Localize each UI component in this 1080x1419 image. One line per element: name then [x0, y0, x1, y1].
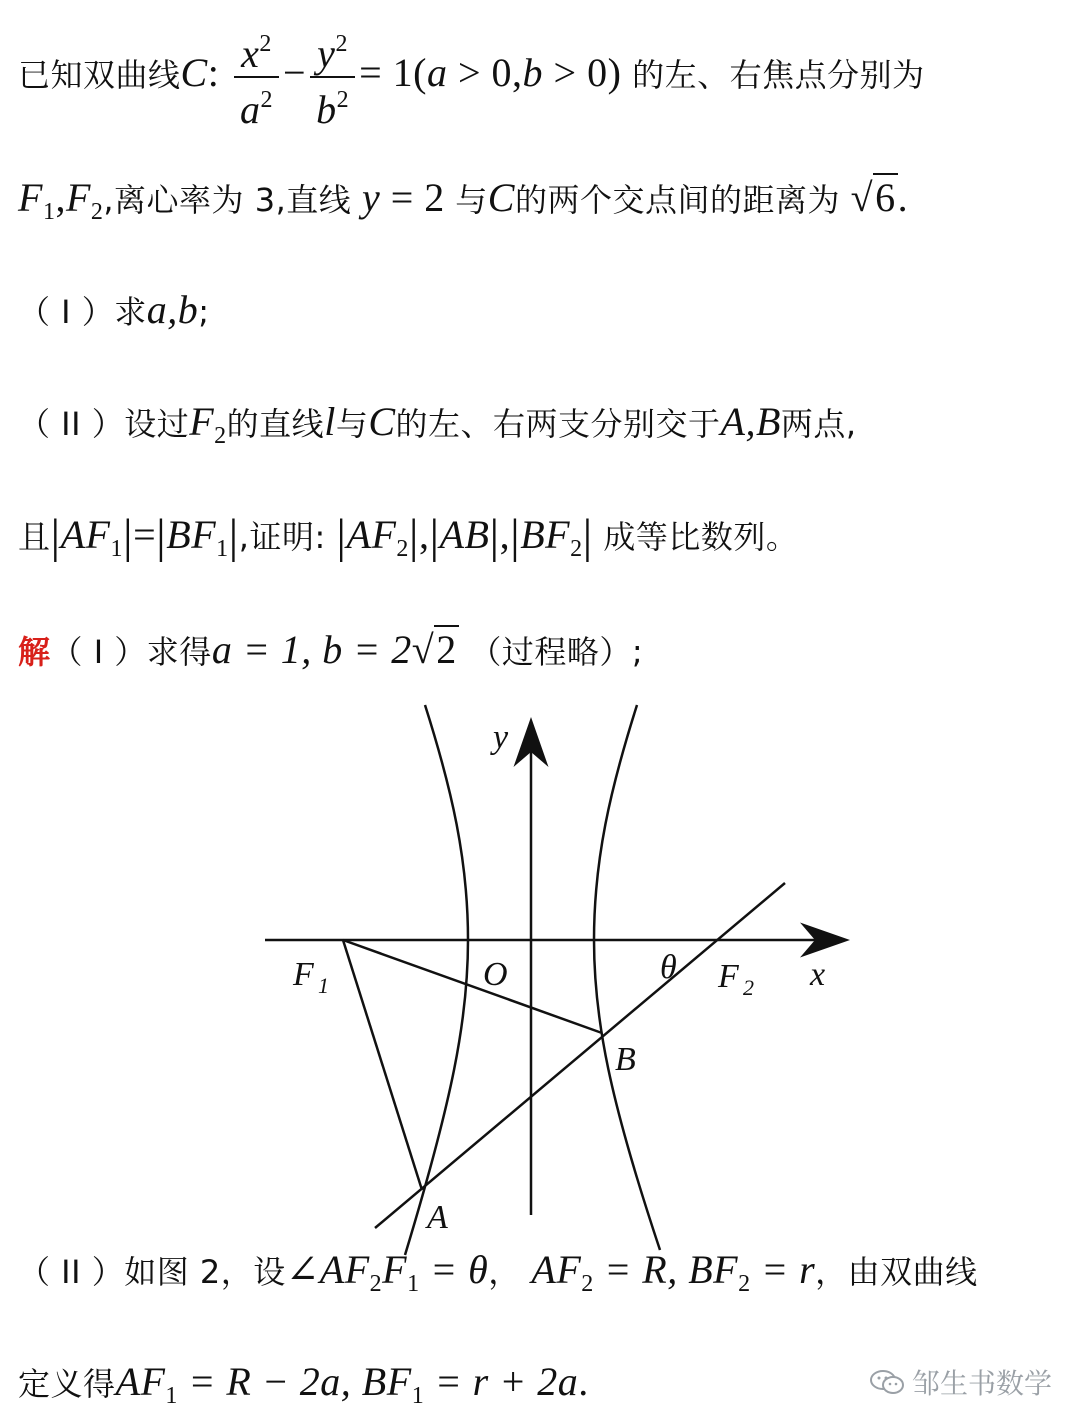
- comma: ,: [55, 175, 66, 220]
- text: （过程略）;: [469, 633, 644, 671]
- abs-bar: |: [50, 510, 61, 563]
- var-F: F: [189, 399, 215, 444]
- hyperbola-left-branch: [405, 705, 468, 1255]
- den: a: [240, 87, 261, 132]
- solution-label: 解: [18, 633, 51, 671]
- abs-bar: |: [408, 510, 419, 563]
- line-l: [375, 883, 785, 1228]
- radicand: 6: [875, 175, 896, 220]
- sub: 1: [407, 1271, 420, 1297]
- text: ,离心率为 3,直线: [103, 181, 352, 219]
- watermark-text: 邹生书数学: [912, 1367, 1053, 1400]
- exp: 2: [260, 87, 273, 113]
- eq: = r + 2a: [424, 1359, 579, 1404]
- sub: 2: [738, 1271, 751, 1297]
- den: b: [316, 87, 337, 132]
- text: ，: [815, 1253, 848, 1291]
- sub: 1: [411, 1383, 425, 1409]
- label-x: x: [810, 956, 826, 993]
- text: （ I ）求: [18, 293, 147, 331]
- abs-bar: |: [123, 510, 134, 563]
- var-y: y: [361, 175, 381, 220]
- eq: =: [133, 512, 157, 557]
- exp: 2: [336, 87, 350, 113]
- answer: a = 1, b = 2: [211, 627, 412, 672]
- num: y: [317, 31, 336, 76]
- abs-bar: |: [429, 510, 440, 563]
- sub: 1: [165, 1383, 178, 1409]
- label-y: y: [493, 719, 509, 756]
- hyperbola-right-branch: [594, 705, 660, 1250]
- sub: 2: [396, 536, 409, 562]
- text: 与: [455, 181, 488, 219]
- label-B: B: [615, 1041, 636, 1078]
- BF: BF: [166, 512, 217, 557]
- var-a: a: [426, 50, 448, 95]
- text: 两点,: [780, 405, 857, 443]
- var-C: C: [487, 175, 515, 220]
- segment-F1A: [343, 940, 422, 1190]
- watermark: [870, 1362, 1052, 1402]
- eq: = θ: [419, 1247, 489, 1292]
- gt0: > 0: [543, 50, 608, 95]
- comma: ,: [499, 512, 511, 557]
- sub: 1: [42, 199, 56, 225]
- gt0: > 0,: [447, 50, 523, 95]
- sqrt-2: √2: [411, 627, 457, 672]
- radicand: 2: [436, 627, 457, 672]
- colon: :: [207, 50, 220, 95]
- BF2: BF: [520, 512, 571, 557]
- paren: (: [413, 50, 427, 95]
- AF: AF: [60, 512, 111, 557]
- num: x: [241, 31, 260, 76]
- eq: = r: [750, 1247, 816, 1292]
- var-C: C: [368, 399, 396, 444]
- label-O: O: [483, 956, 508, 993]
- exp: 2: [335, 31, 348, 57]
- vars: a,b: [146, 287, 199, 332]
- AF2: AF: [346, 512, 397, 557]
- text: 的左、右焦点分别为: [632, 56, 925, 94]
- text: （ II ）如图 2，设: [18, 1253, 286, 1291]
- var-b: b: [522, 50, 544, 95]
- text: 定义得: [18, 1365, 116, 1403]
- abs-bar: |: [510, 510, 521, 563]
- text: （ II ）设过: [18, 405, 190, 443]
- sqrt-6: √6: [850, 175, 896, 220]
- angle: ∠AF: [285, 1247, 370, 1292]
- segment-F1B: [343, 940, 602, 1033]
- solution-line-def: [18, 1359, 589, 1416]
- abs-bar: |: [582, 510, 593, 563]
- AB: AB: [439, 512, 490, 557]
- AF: AF: [531, 1247, 582, 1292]
- sub: 1: [110, 536, 123, 562]
- label-F1: F: [293, 956, 314, 993]
- sub: 2: [581, 1271, 594, 1297]
- wechat-icon: [870, 1369, 904, 1395]
- abs-bar: |: [228, 510, 239, 563]
- text: ;: [198, 293, 210, 331]
- label-F2-sub: 2: [743, 975, 754, 1000]
- text: 的直线: [226, 405, 325, 443]
- abs-bar: |: [156, 510, 167, 563]
- sub: 2: [369, 1271, 383, 1297]
- minus: −: [283, 50, 307, 95]
- var-F: F: [65, 175, 91, 220]
- text: 的两个交点间的距离为: [514, 181, 840, 219]
- AF: AF: [115, 1359, 166, 1404]
- text: ，: [488, 1253, 521, 1291]
- period: .: [897, 175, 909, 220]
- var-F: F: [18, 175, 43, 220]
- text: 由双曲线: [847, 1253, 978, 1291]
- eq: = R, BF: [593, 1247, 739, 1292]
- math-C: C: [180, 50, 208, 95]
- text: （ I ）求得: [50, 633, 212, 671]
- abs-bar: |: [336, 510, 347, 563]
- sub: 2: [214, 423, 227, 449]
- paren: ): [607, 50, 622, 95]
- text: 的左、右两支分别交于: [395, 405, 721, 443]
- label-F2: F: [718, 958, 739, 995]
- exp: 2: [259, 31, 272, 57]
- F: F: [382, 1247, 408, 1292]
- equals-one: = 1: [359, 50, 414, 95]
- solution-part-2: [18, 1247, 978, 1304]
- text: ,证明:: [238, 518, 326, 556]
- sub: 2: [570, 536, 583, 562]
- label-theta: θ: [660, 949, 677, 986]
- text: 且: [18, 518, 51, 556]
- var-l: l: [324, 399, 336, 444]
- abs-bar: |: [489, 510, 500, 563]
- text: 与: [335, 405, 369, 443]
- text: 成等比数列。: [603, 518, 799, 556]
- period: .: [578, 1359, 589, 1404]
- comma: ,: [419, 512, 430, 557]
- text: 已知双曲线: [18, 56, 181, 94]
- sub: 1: [216, 536, 229, 562]
- vars: A,B: [720, 399, 781, 444]
- eq: = R − 2a, BF: [177, 1359, 412, 1404]
- label-F1-sub: 1: [318, 973, 329, 998]
- eq: = 2: [380, 175, 456, 220]
- sub: 2: [90, 199, 104, 225]
- label-A: A: [427, 1199, 448, 1236]
